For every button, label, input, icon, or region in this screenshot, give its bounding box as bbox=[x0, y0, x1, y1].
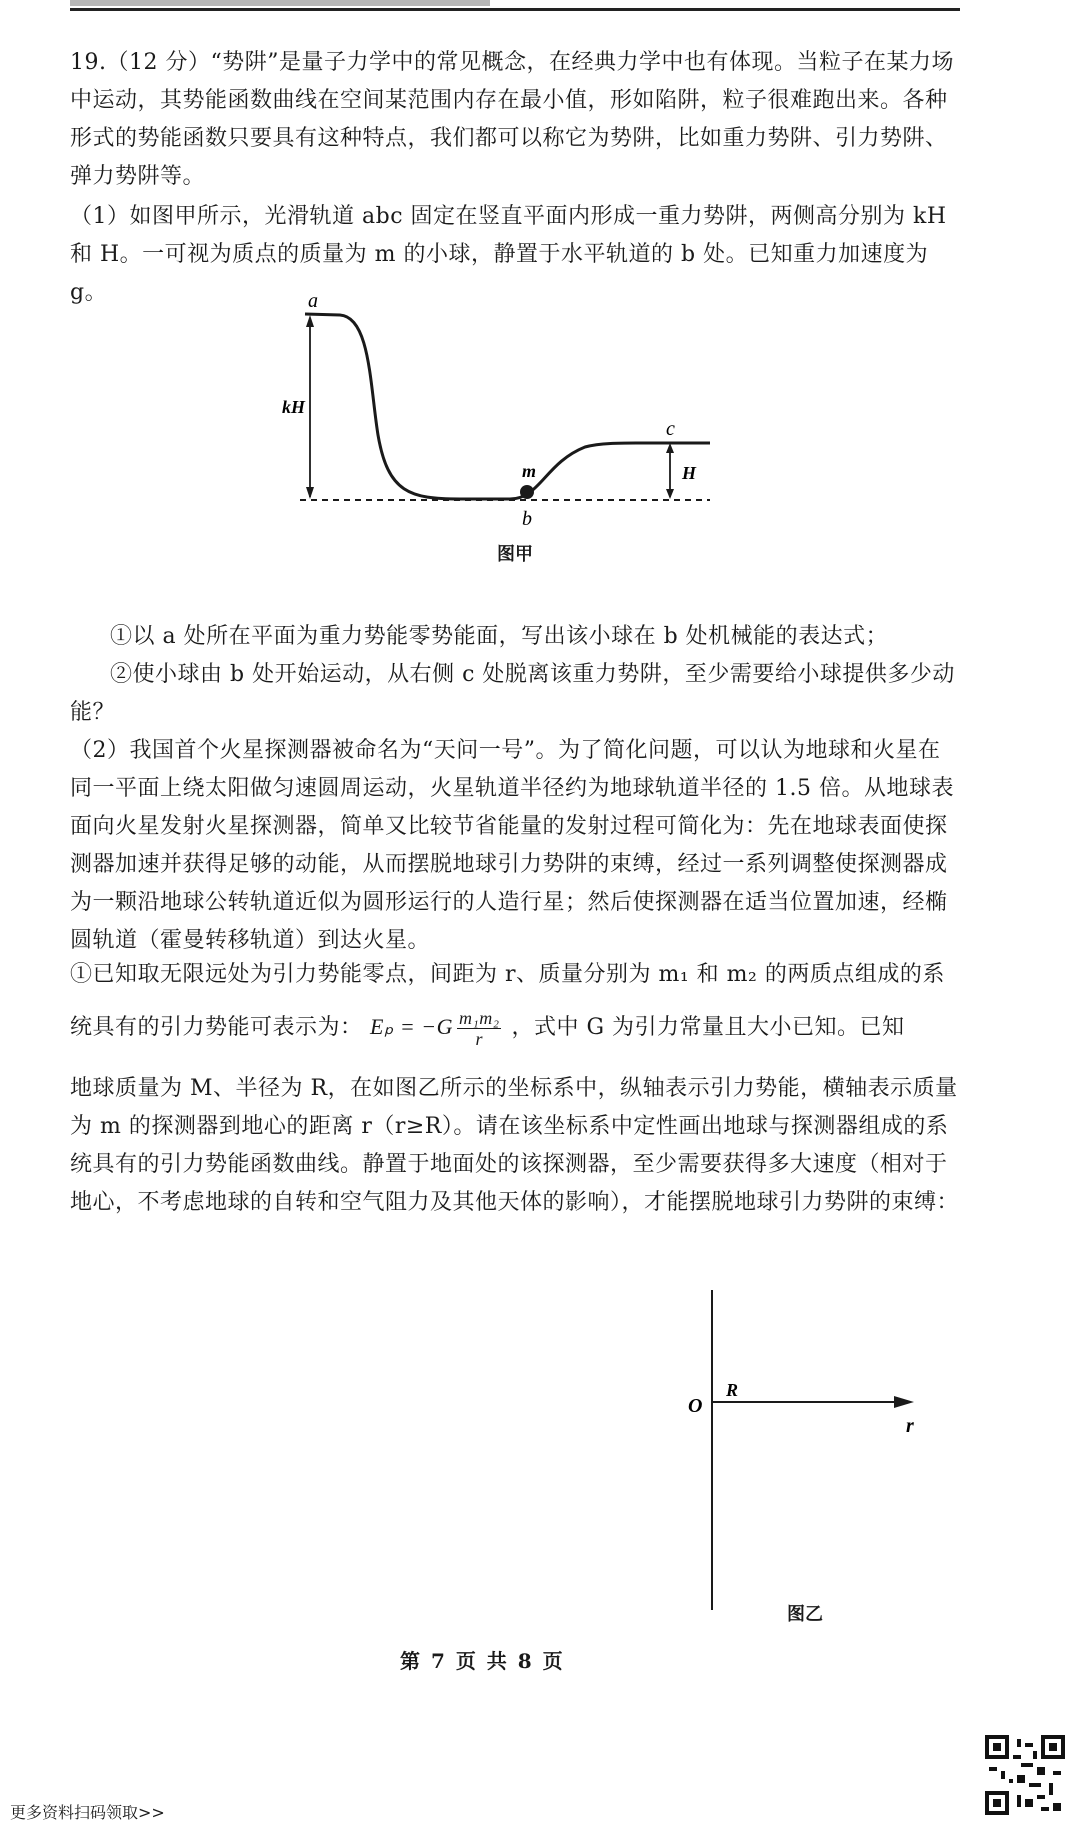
label-O: O bbox=[688, 1395, 703, 1417]
more-resources-text: 更多资料扫码领取>> bbox=[10, 1803, 165, 1822]
label-kH: kH bbox=[282, 397, 306, 417]
label-c: c bbox=[666, 418, 675, 440]
part2: （2）我国首个火星探测器被命名为“天问一号”。为了简化问题，可以认为地球和火星在同一平面上绕太阳做匀速圆周运动，火星轨道半径约为地球轨道半径的 1.5 倍。从地球表面向火星发射火星探测器，简单又比较节省能量的发射过程可简化为：先在地球表面使探测器加速并获得足够的动能，从而摆脱地球引力势阱的束缚，经过一系列调整使探测器成为一颗沿地球公转轨道近似为圆形运行的人造行星；然后使探测器在适当位置加速，经椭圆轨道（霍曼转移轨道）到达火星。 bbox=[70, 738, 954, 953]
label-r: r bbox=[906, 1415, 914, 1437]
figure-yi-caption: 图乙 bbox=[787, 1604, 823, 1625]
part1-q2: ②使小球由 b 处开始运动，从右侧 c 处脱离该重力势阱，至少需要给小球提供多少动能？ bbox=[70, 662, 955, 725]
qr-code-icon[interactable] bbox=[985, 1735, 1065, 1815]
track-curve bbox=[305, 314, 710, 499]
ball bbox=[520, 485, 534, 499]
part2-q1-line1: ①已知取无限远处为引力势能零点，间距为 r、质量分别为 m₁ 和 m₂ 的两质点组成的系 bbox=[70, 962, 945, 987]
label-m: m bbox=[522, 461, 537, 481]
formula-denominator: r bbox=[475, 1029, 483, 1050]
formula-fraction bbox=[457, 1008, 502, 1049]
formula bbox=[370, 1008, 511, 1050]
figure-jia-caption: 图甲 bbox=[497, 544, 533, 565]
label-b: b bbox=[522, 508, 532, 530]
part2-q1-rest: 地球质量为 M、半径为 R，在如图乙所示的坐标系中，纵轴表示引力势能，横轴表示质量为 m 的探测器到地心的距离 r（r≥R）。请在该坐标系中定性画出地球与探测器组成的系统具有的引力势能函数曲线。静置于地面处的该探测器，至少需要获得多大速度（相对于地心，不考虑地球的自转和空气阻力及其他天体的影响），才能摆脱地球引力势阱的束缚： bbox=[70, 1076, 960, 1215]
formula-intro: 统具有的引力势能可表示为： bbox=[70, 1015, 363, 1040]
part1-q1: ①以 a 处所在平面为重力势能零势能面，写出该小球在 b 处机械能的表达式； bbox=[110, 624, 889, 649]
label-R: R bbox=[726, 1380, 739, 1400]
q19-part1: （1）如图甲所示，光滑轨道 abc 固定在竖直平面内形成一重力势阱，两侧高分别为 kH 和 H。一可视为质点的质量为 m 的小球，静置于水平轨道的 b 处。已知重力加速度为 g。 bbox=[70, 204, 947, 305]
label-a: a bbox=[308, 290, 318, 312]
formula-tail: ，式中 G 为引力常量且大小已知。已知 bbox=[511, 1015, 905, 1040]
figure-jia bbox=[282, 285, 730, 530]
formula-lhs: Eₚ = −G bbox=[370, 1014, 453, 1039]
page-number: 第 7 页 共 8 页 bbox=[400, 1649, 565, 1673]
formula-numerator: m₁m₂ bbox=[458, 1008, 500, 1029]
part2-q1-line2 bbox=[70, 1008, 970, 1049]
q19-intro: 19.（12 分）“势阱”是量子力学中的常见概念，在经典力学中也有体现。当粒子在某力场中运动，其势能函数曲线在空间某范围内存在最小值，形如陷阱，粒子很难跑出来。各种形式的势能函数只要具有这种特点，我们都可以称它为势阱，比如重力势阱、引力势阱、弹力势阱等。 bbox=[70, 50, 954, 189]
label-H: H bbox=[682, 463, 697, 483]
x-axis-arrow bbox=[894, 1396, 914, 1408]
figure-yi bbox=[680, 1280, 940, 1620]
header-fragment bbox=[70, 0, 490, 6]
